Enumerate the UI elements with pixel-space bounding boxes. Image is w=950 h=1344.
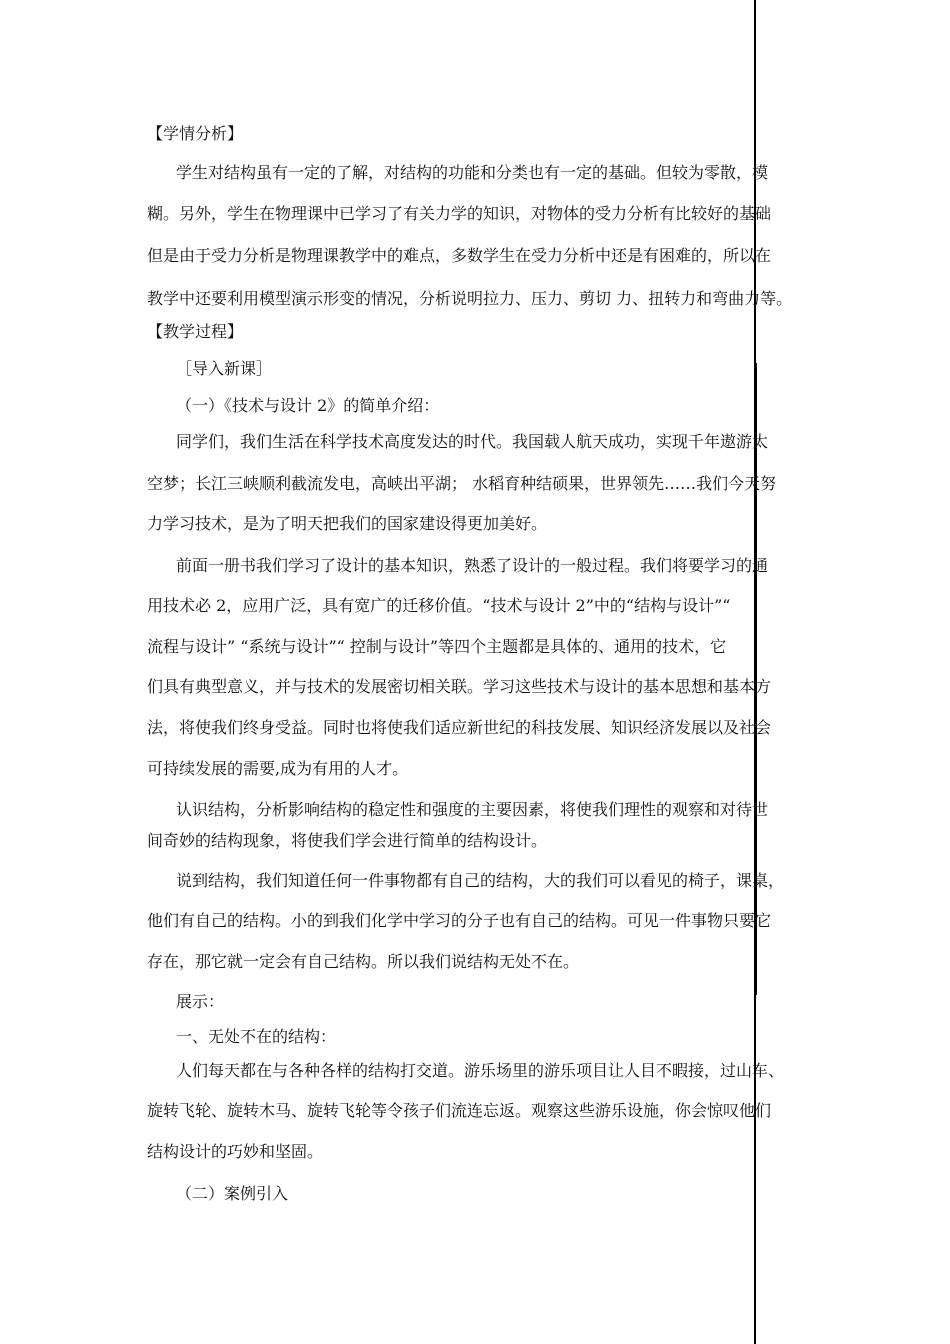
text-line: 说到结构，我们知道任何一件事物都有自己的结构，大的我们可以看见的椅子，课桌，	[176, 871, 785, 890]
text-line: 展示：	[176, 992, 225, 1011]
text-line: 糊。另外，学生在物理课中已学习了有关力学的知识，对物体的受力分析有比较好的基础	[147, 204, 772, 223]
text-line: 用技术必 2，应用广泛，具有宽广的迁移价值。“技术与设计 2”中的“结构与设计”“	[147, 596, 731, 615]
section-heading: 【学情分析】	[147, 124, 244, 143]
text-line: 存在，那它就一定会有自己结构。所以我们说结构无处不在。	[147, 952, 580, 971]
text-line: 教学中还要利用模型演示形变的情况，分析说明拉力、压力、剪切 力、扭转力和弯曲力等。	[147, 289, 793, 308]
text-line: 人们每天都在与各种各样的结构打交道。游乐场里的游乐项目让人目不暇接，过山车、	[176, 1061, 785, 1080]
text-line: 前面一册书我们学习了设计的基本知识，熟悉了设计的一般过程。我们将要学习的通	[176, 556, 769, 575]
text-line: 空梦；长江三峡顺利截流发电，高峡出平湖； 水稻育种结硕果，世界领先……我们今天努	[147, 474, 777, 493]
text-line: 力学习技术，是为了明天把我们的国家建设得更加美好。	[147, 514, 548, 533]
text-line: 旋转飞轮、旋转木马、旋转飞轮等令孩子们流连忘返。观察这些游乐设施，你会惊叹他们	[147, 1101, 772, 1120]
text-line: 他们有自己的结构。小的到我们化学中学习的分子也有自己的结构。可见一件事物只要它	[147, 911, 772, 930]
text-line: 同学们，我们生活在科学技术高度发达的时代。我国载人航天成功，实现千年遨游太	[176, 432, 769, 451]
text-line: 一、无处不在的结构：	[176, 1027, 337, 1046]
text-line: 法，将使我们终身受益。同时也将使我们适应新世纪的科技发展、知识经济发展以及社会	[147, 718, 772, 737]
text-line: 可持续发展的需要,成为有用的人才。	[147, 759, 409, 778]
text-line: 流程与设计” “系统与设计”“ 控制与设计”等四个主题都是具体的、通用的技术，它	[147, 637, 727, 656]
text-line: （二）案例引入	[176, 1184, 289, 1203]
text-line: ［导入新课］	[176, 359, 273, 378]
text-line: 间奇妙的结构现象，将使我们学会进行简单的结构设计。	[147, 831, 548, 850]
text-line: 但是由于受力分析是物理课教学中的难点，多数学生在受力分析中还是有困难的，所以在	[147, 246, 772, 265]
text-line: 们具有典型意义，并与技术的发展密切相关联。学习这些技术与设计的基本思想和基本方	[147, 677, 772, 696]
section-heading: 【教学过程】	[147, 322, 244, 341]
text-line: 认识结构，分析影响结构的稳定性和强度的主要因素，将使我们理性的观察和对待世	[176, 800, 769, 819]
text-line: （一）《技术与设计 2》的简单介绍：	[176, 396, 440, 415]
text-line: 结构设计的巧妙和坚固。	[147, 1142, 324, 1161]
text-line: 学生对结构虽有一定的了解，对结构的功能和分类也有一定的基础。但较为零散，模	[176, 163, 769, 182]
